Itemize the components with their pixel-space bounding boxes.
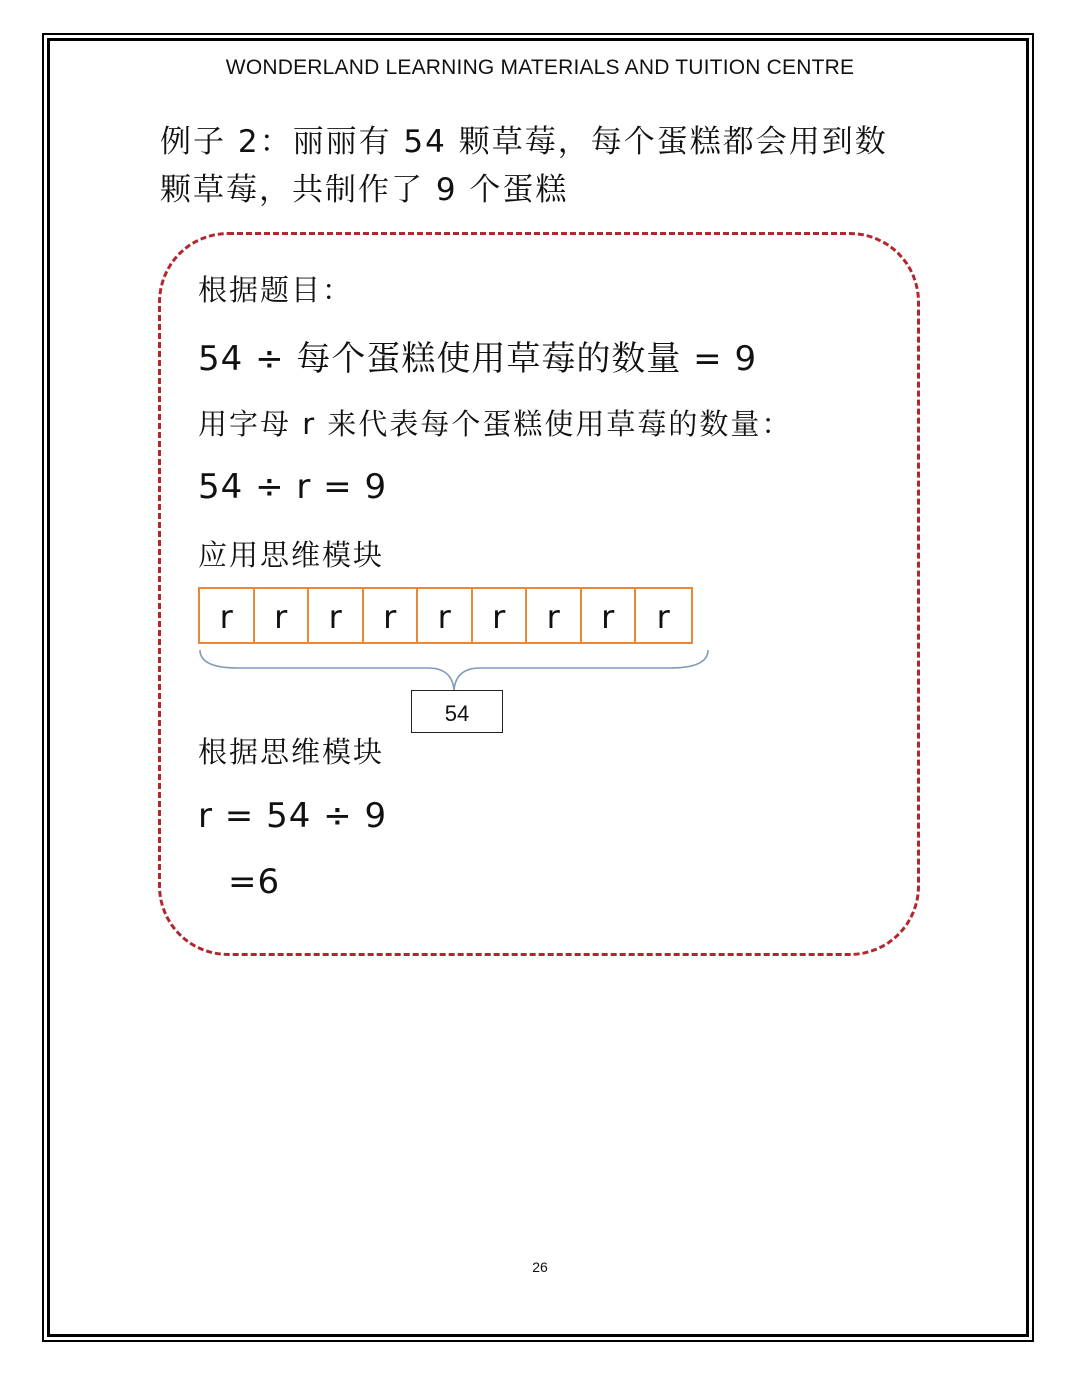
model-heading: 应用思维模块 <box>198 538 385 572</box>
example-question <box>160 118 940 214</box>
result-heading: 根据思维模块 <box>198 735 385 769</box>
model-cell: r <box>200 589 255 642</box>
model-cell: r <box>364 589 419 642</box>
question-line-1: 例子 2：丽丽有 54 颗草莓，每个蛋糕都会用到数 <box>160 124 888 160</box>
equation-solve: r = 54 ÷ 9 <box>198 796 388 836</box>
model-cell: r <box>473 589 528 642</box>
page-number: 26 <box>532 1259 548 1275</box>
bar-model <box>198 587 693 644</box>
equation-variable: 54 ÷ r = 9 <box>198 467 388 507</box>
variable-note: 用字母 r 来代表每个蛋糕使用草莓的数量： <box>198 407 793 441</box>
model-cell: r <box>418 589 473 642</box>
question-line-2: 颗草莓，共制作了 9 个蛋糕 <box>160 172 569 208</box>
model-cell: r <box>255 589 310 642</box>
centre-header: WONDERLAND LEARNING MATERIALS AND TUITION CENTRE <box>225 56 855 79</box>
model-cell: r <box>656 598 670 636</box>
equation-words: 54 ÷ 每个蛋糕使用草莓的数量 = 9 <box>198 339 758 379</box>
solution-heading: 根据题目： <box>198 273 354 307</box>
brace-icon <box>198 648 710 692</box>
model-cell: r <box>309 589 364 642</box>
model-cell: r <box>582 589 637 642</box>
model-total-box: 54 <box>411 690 503 733</box>
answer: =6 <box>228 862 281 902</box>
model-cell: r <box>527 589 582 642</box>
